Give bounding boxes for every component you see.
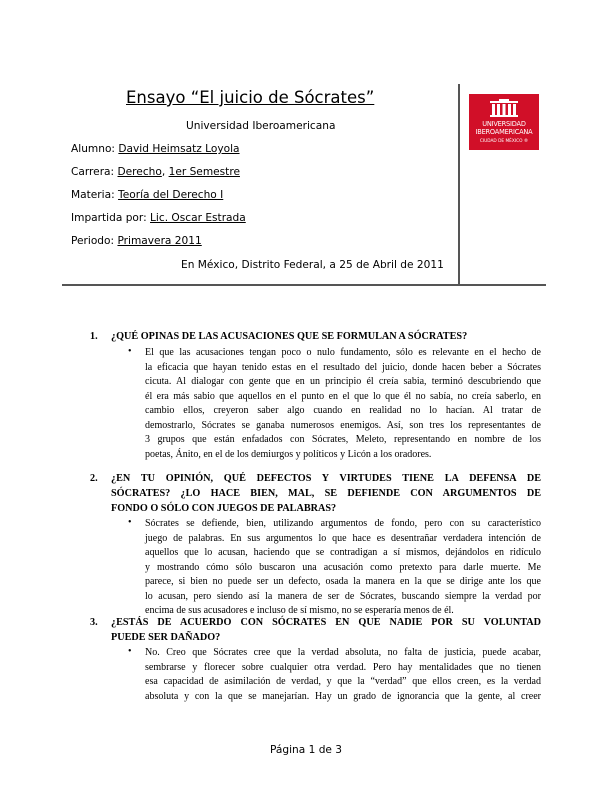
answer-2-line: Sócrates se defiende, bien, utilizando argumentos de fondo, pero con su característico (145, 518, 541, 529)
answer-1-line: cicuta. Al dialogar con gente que en un principio él creía sabia, terminó descubriendo que (145, 376, 541, 387)
carrera-line (71, 166, 240, 178)
university-emblem-icon (489, 99, 519, 118)
date-line: En México, Distrito Federal, a 25 de Abril de 2011 (181, 259, 444, 271)
carrera-value-2: 1er Semestre (168, 166, 240, 178)
question-3-number: 3. (90, 617, 98, 628)
answer-3-line: No. Creo que Sócrates cree que la verdad absoluta, no falta de justicia, puede acabar, (145, 647, 541, 658)
question-1-number: 1. (90, 331, 98, 342)
question-3-text: PUEDE SER DAÑADO? (111, 632, 221, 643)
logo-text-line-3: CIUDAD DE MÉXICO ® (479, 139, 529, 144)
periodo-value: Primavera 2011 (117, 235, 202, 247)
answer-2-line: y mostrando cómo sólo buscaron una acusación como pretexto para darle muerte. Me (145, 561, 541, 573)
answer-1-line: poetas, Ánito, en el de los demiurgos y políticos y Licón a los oradores. (145, 448, 432, 460)
carrera-separator: , (161, 166, 166, 178)
answer-3-line: sembrarse y florecer sobre cualquier otra verdad. Pero hay mentalidades que no tienen (145, 661, 541, 673)
answer-1-line: cambio ellos, creyeron saber algo cuando en realidad no lo hacían. Al tratar de (145, 405, 541, 416)
answer-1-line: 3 grupos que están enfadados con Sócrates, Meleto, representando en nombre de los (145, 434, 541, 445)
vertical-divider (458, 84, 460, 284)
page-number: Página 1 de 3 (269, 744, 343, 756)
carrera-label: Carrera: (71, 166, 115, 178)
question-2-text: SÓCRATES? ¿LO HACE BIEN, MAL, SE DEFIENDE CON ARGUMENTOS DE (111, 488, 541, 499)
answer-1-line: demostrarlo, Sócrates se ganaba numerosos enemigos. Así, son tres los representantes de (145, 419, 541, 431)
answer-2-line: aquellos que lo acusan, haciendo que se contradigan a sí mismos, dejándolos en ridículo (145, 547, 541, 558)
impartida-label: Impartida por: (71, 212, 147, 224)
answer-3-line: esa capacidad de asimilación de verdad, y que la “verdad” que ellos creen, es la verdad (145, 676, 541, 687)
question-1-text: ¿QUÉ OPINAS DE LAS ACUSACIONES QUE SE FORMULAN A SÓCRATES? (111, 331, 468, 342)
logo-text-line-1: UNIVERSIDAD (482, 120, 526, 128)
question-3-text: ¿ESTÁS DE ACUERDO CON SÓCRATES EN QUE NADIE POR SU VOLUNTAD (111, 617, 541, 628)
answer-2-line: juego de palabras. En sus argumentos lo que hace es desentrañar verdadera intención de (145, 532, 541, 544)
bullet-icon: • (128, 646, 132, 657)
answer-1-line: la eficacia que hayan tenido estas en el resultado del juicio, donde hacen beber a Sócrates (145, 361, 541, 373)
materia-label: Materia: (71, 189, 115, 201)
question-2-text: ¿EN TU OPINIÓN, QUÉ DEFECTOS Y VIRTUDES TIENE LA DEFENSA DE (111, 473, 541, 484)
question-2-number: 2. (90, 473, 98, 484)
alumno-label: Alumno: (71, 143, 115, 155)
university-logo (469, 94, 539, 150)
logo-text-line-2: IBEROAMERICANA (475, 128, 533, 136)
document-title: Ensayo “El juicio de Sócrates” (126, 88, 375, 107)
answer-2-line: encima de sus acusadores e incluso de sí mismo, no se esperaría menos de él. (145, 605, 454, 616)
materia-line (71, 189, 223, 201)
university-name: Universidad Iberoamericana (186, 120, 336, 132)
materia-value: Teoría del Derecho I (118, 189, 224, 201)
bullet-icon: • (128, 517, 132, 528)
impartida-value: Lic. Oscar Estrada (150, 212, 246, 224)
periodo-line (71, 235, 202, 247)
answer-3-line: absoluta y con la que se manejarían. Hay un grado de ignorancia que la gente, al creer (145, 690, 541, 702)
impartida-line (71, 212, 246, 224)
alumno-value: David Heimsatz Loyola (118, 143, 240, 155)
alumno-line (71, 143, 240, 155)
horizontal-divider (62, 284, 546, 286)
answer-2-line: parece, si bien no puede ser un defecto, osada la manera en la que se dirige ante los que (145, 576, 541, 587)
answer-1-line: El que las acusaciones tengan poco o nulo fundamento, sólo es relevante en el hecho de (145, 347, 541, 358)
answer-1-line: él era más sabio que aquellos en el punto en el que lo que él no sabía, no creía saberlo, en (145, 390, 541, 402)
question-2-text: FONDO O SÓLO CON JUEGOS DE PALABRAS? (111, 503, 337, 514)
periodo-label: Periodo: (71, 235, 115, 247)
bullet-icon: • (128, 346, 132, 357)
carrera-value-1: Derecho (117, 166, 162, 178)
answer-2-line: lo acusan, pero siendo así la manera de ser de Sócrates, buscando siempre la verdad por (145, 590, 541, 602)
